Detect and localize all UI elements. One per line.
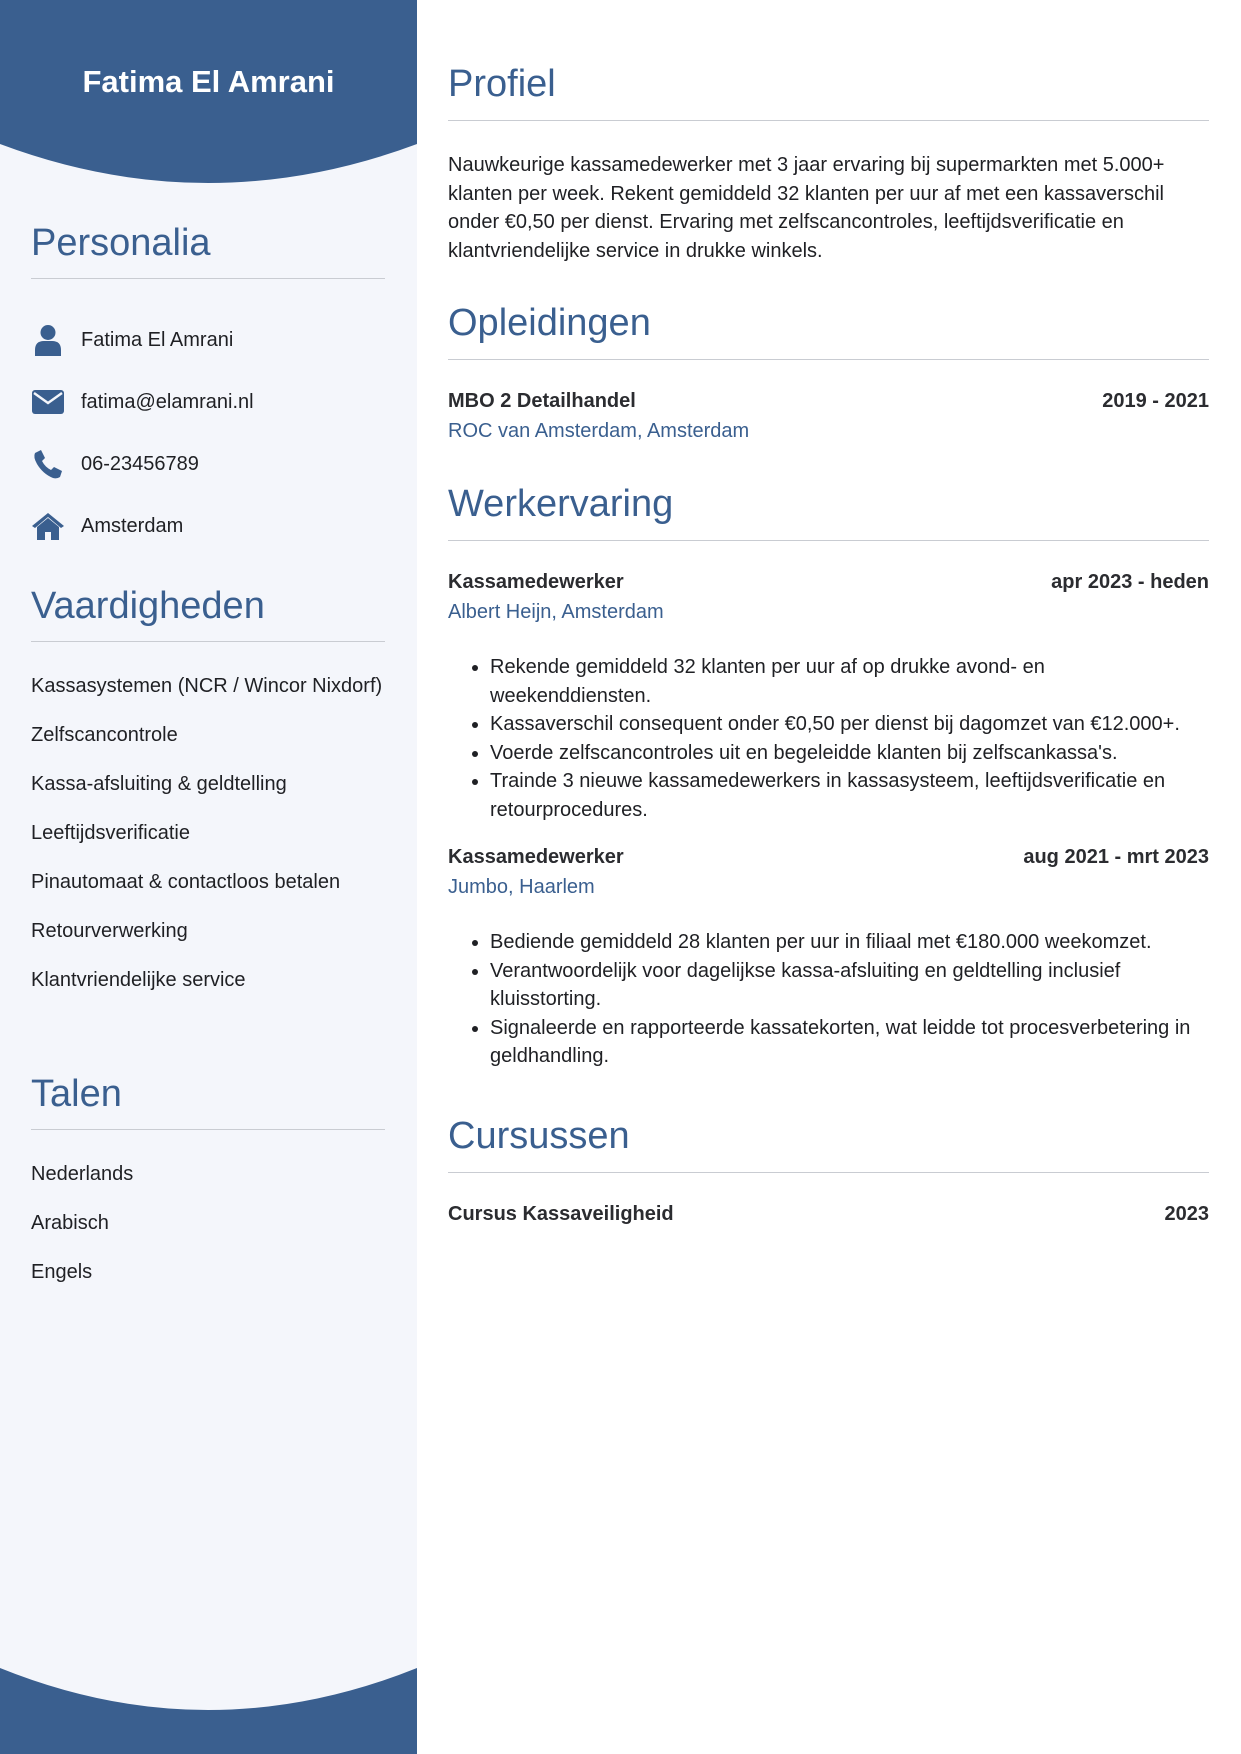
skill-item: Retourverwerking	[31, 920, 188, 942]
home-icon	[31, 509, 65, 543]
language-item: Engels	[31, 1261, 93, 1283]
vaardigheden-heading: Vaardigheden	[31, 585, 385, 642]
contact-name	[31, 309, 385, 371]
skill-item: Leeftijdsverificatie	[31, 822, 190, 844]
contact-city	[31, 495, 385, 557]
personalia-section	[31, 222, 385, 557]
job-bullet: • Rekende gemiddeld 32 klanten per uur af op drukke avond- en weekenddiensten.	[490, 653, 1209, 710]
cursussen-heading: Cursussen	[448, 1115, 1209, 1173]
profiel-section	[448, 63, 1209, 265]
education-title-row	[448, 390, 1209, 413]
languages-list	[31, 1160, 385, 1287]
job-title-row	[448, 846, 1209, 869]
talen-heading: Talen	[31, 1073, 385, 1130]
job-bullets	[448, 653, 1209, 824]
job-bullet: • Verantwoordelijk voor dagelijkse kassa-afsluiting en geldtelling inclusief kluisstorting.	[490, 957, 1209, 1014]
contact-name-text: Fatima El Amrani	[81, 328, 234, 351]
contact-phone	[31, 433, 385, 495]
contact-city-text: Amsterdam	[81, 514, 184, 537]
skill-item: Kassa-afsluiting & geldtelling	[31, 773, 287, 795]
skills-list	[31, 672, 385, 995]
job-employer: Albert Heijn, Amsterdam	[448, 601, 664, 623]
envelope-icon	[31, 385, 65, 419]
personalia-heading: Personalia	[31, 222, 385, 279]
job-bullet: • Trainde 3 nieuwe kassamedewerkers in kassasysteem, leeftijdsverificatie en retourprocedures.	[490, 767, 1209, 824]
job-bullets	[448, 928, 1209, 1071]
job-employer: Jumbo, Haarlem	[448, 876, 595, 898]
cursussen-section	[448, 1115, 1209, 1226]
skill-item: Klantvriendelijke service	[31, 969, 246, 991]
job-title: Kassamedewerker	[448, 571, 624, 593]
education-school: ROC van Amsterdam, Amsterdam	[448, 420, 750, 442]
phone-icon	[31, 447, 65, 481]
job-bullet: • Signaleerde en rapporteerde kassatekorten, wat leidde tot procesverbetering in geldhandling.	[490, 1014, 1209, 1071]
course-title: Cursus Kassaveiligheid	[448, 1203, 674, 1225]
job-period: aug 2021 - mrt 2023	[1023, 846, 1209, 868]
language-item: Nederlands	[31, 1163, 134, 1185]
course-period: 2023	[1164, 1203, 1209, 1225]
footer-arc	[0, 1668, 417, 1754]
job-period: apr 2023 - heden	[1051, 571, 1209, 593]
contact-phone-text: 06-23456789	[81, 452, 199, 475]
contact-email	[31, 371, 385, 433]
job-entry	[448, 571, 1209, 824]
job-bullet: • Voerde zelfscancontroles uit en begeleidde klanten bij zelfscankassa's.	[490, 739, 1209, 768]
job-title-row	[448, 571, 1209, 594]
job-title: Kassamedewerker	[448, 846, 624, 868]
contact-list	[31, 309, 385, 557]
education-entry	[448, 390, 1209, 443]
opleidingen-section	[448, 302, 1209, 443]
education-period: 2019 - 2021	[1102, 390, 1209, 412]
werkervaring-heading: Werkervaring	[448, 483, 1209, 541]
skill-item: Pinautomaat & contactloos betalen	[31, 871, 341, 893]
language-item: Arabisch	[31, 1212, 109, 1234]
candidate-name: Fatima El Amrani	[82, 64, 335, 99]
opleidingen-heading: Opleidingen	[448, 302, 1209, 360]
talen-section	[31, 1073, 385, 1307]
job-entry	[448, 846, 1209, 1071]
werkervaring-section	[448, 483, 1209, 1071]
course-entry	[448, 1203, 1209, 1226]
person-icon	[31, 323, 65, 357]
course-title-row	[448, 1203, 1209, 1226]
job-bullet: • Bediende gemiddeld 28 klanten per uur in filiaal met €180.000 weekomzet.	[490, 928, 1209, 957]
education-title: MBO 2 Detailhandel	[448, 390, 636, 412]
contact-email-text: fatima@elamrani.nl	[81, 390, 254, 413]
job-bullet: • Kassaverschil consequent onder €0,50 per dienst bij dagomzet van €12.000+.	[490, 710, 1209, 739]
vaardigheden-section	[31, 585, 385, 1015]
profile-summary: Nauwkeurige kassamedewerker met 3 jaar ervaring bij supermarkten met 5.000+ klanten per week. Rekent gemiddeld 32 klanten per uur af met een kassaverschil onder €0,50 per dienst. Ervaring met zelfscancontroles, leeftijdsverificatie en klantvriendelijke service in drukke winkels.	[448, 154, 1165, 262]
skill-item: Kassasystemen (NCR / Wincor Nixdorf)	[31, 675, 383, 697]
skill-item: Zelfscancontrole	[31, 724, 178, 746]
sidebar	[0, 0, 417, 1754]
profiel-heading: Profiel	[448, 63, 1209, 121]
